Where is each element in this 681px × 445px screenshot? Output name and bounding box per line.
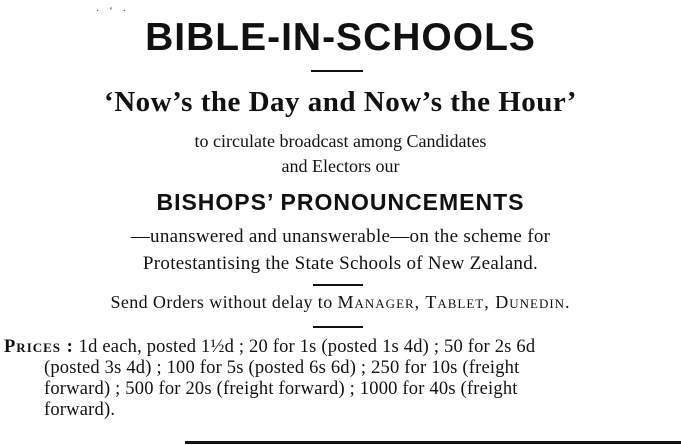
body-line-2: Protestantising the State Schools of New Zealand. xyxy=(142,253,539,274)
divider xyxy=(313,326,363,328)
bottom-rule xyxy=(185,441,681,444)
body-line-1: —unanswered and unanswerable—on the scheme for xyxy=(130,226,551,247)
orders-text: Send Orders without delay to xyxy=(110,292,333,312)
prices-line-4: forward). xyxy=(44,400,116,420)
prices-line-2: (posted 3s 4d) ; 100 for 5s (posted 6s 6d) ; 250 for 10s (freight xyxy=(44,358,520,378)
sub-headline: BISHOPS’ PRONOUNCEMENTS xyxy=(156,189,525,215)
page-title: BIBLE-IN-SCHOOLS xyxy=(145,16,536,59)
prices-line-3: forward) ; 500 for 20s (freight forward) ; 1000 for 40s (freight xyxy=(44,379,518,399)
intro-line-1: to circulate broadcast among Candidates xyxy=(194,131,487,151)
headline: ‘Now’s the Day and Now’s the Hour’ xyxy=(104,86,577,118)
prices-label: Prices : xyxy=(4,337,74,357)
orders-line xyxy=(0,290,681,314)
divider xyxy=(313,284,363,286)
orders-address: Manager, Tablet, Dunedin. xyxy=(337,292,571,312)
prices-text: 1d each, posted 1½d ; 20 for 1s (posted 1s 4d) ; 50 for 2s 6d xyxy=(78,337,536,357)
prices-line-1 xyxy=(4,337,678,358)
intro-line-2: and Electors our xyxy=(281,156,400,176)
prices-block xyxy=(4,337,678,421)
divider xyxy=(311,70,363,72)
print-specks: ·‘· xyxy=(96,6,136,17)
